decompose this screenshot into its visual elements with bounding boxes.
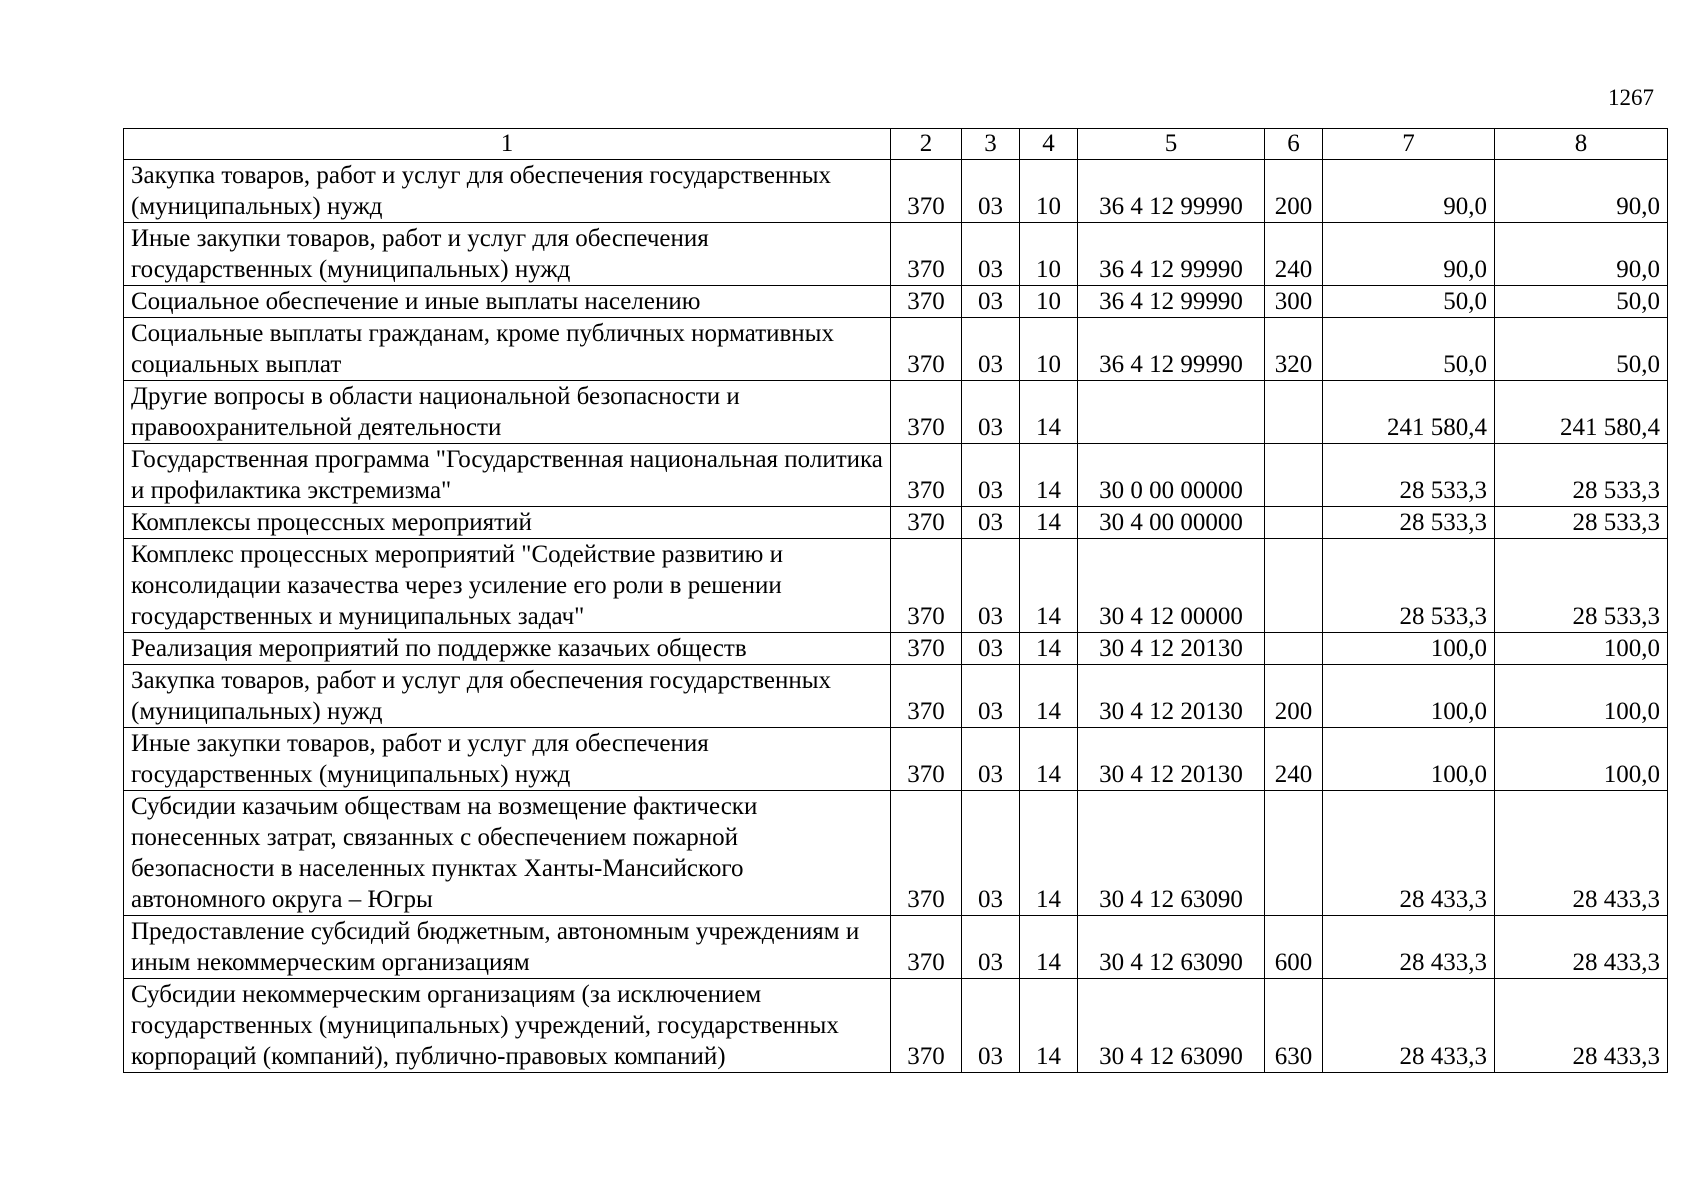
item-name: Другие вопросы в области национальной безопасности и правоохранительной деятельности xyxy=(124,381,891,444)
section-code: 03 xyxy=(962,507,1020,539)
amount-col-7: 28 433,3 xyxy=(1323,791,1495,916)
amount-col-8: 28 433,3 xyxy=(1495,916,1668,979)
table-row xyxy=(124,728,1668,791)
item-name: Комплексы процессных мероприятий xyxy=(124,507,891,539)
table-row xyxy=(124,791,1668,916)
ministry-code: 370 xyxy=(891,223,962,286)
target-article-code: 30 4 12 63090 xyxy=(1078,791,1265,916)
amount-col-7: 90,0 xyxy=(1323,160,1495,223)
ministry-code: 370 xyxy=(891,916,962,979)
amount-col-7: 28 533,3 xyxy=(1323,444,1495,507)
target-article-code: 36 4 12 99990 xyxy=(1078,223,1265,286)
column-number-row xyxy=(124,129,1668,160)
ministry-code: 370 xyxy=(891,286,962,318)
target-article-code: 30 4 00 00000 xyxy=(1078,507,1265,539)
ministry-code: 370 xyxy=(891,318,962,381)
expense-type-code xyxy=(1265,791,1323,916)
column-number: 4 xyxy=(1020,129,1078,160)
target-article-code: 30 4 12 20130 xyxy=(1078,633,1265,665)
subsection-code: 14 xyxy=(1020,507,1078,539)
ministry-code: 370 xyxy=(891,665,962,728)
table-row xyxy=(124,381,1668,444)
section-code: 03 xyxy=(962,728,1020,791)
amount-col-7: 90,0 xyxy=(1323,223,1495,286)
item-name: Социальное обеспечение и иные выплаты населению xyxy=(124,286,891,318)
ministry-code: 370 xyxy=(891,160,962,223)
subsection-code: 14 xyxy=(1020,665,1078,728)
table-row xyxy=(124,160,1668,223)
subsection-code: 10 xyxy=(1020,160,1078,223)
item-name: Предоставление субсидий бюджетным, автономным учреждениям и иным некоммерческим организациям xyxy=(124,916,891,979)
amount-col-8: 28 433,3 xyxy=(1495,979,1668,1073)
subsection-code: 14 xyxy=(1020,539,1078,633)
table-row xyxy=(124,979,1668,1073)
section-code: 03 xyxy=(962,318,1020,381)
table-row xyxy=(124,223,1668,286)
expense-type-code: 320 xyxy=(1265,318,1323,381)
section-code: 03 xyxy=(962,444,1020,507)
amount-col-7: 50,0 xyxy=(1323,286,1495,318)
amount-col-8: 241 580,4 xyxy=(1495,381,1668,444)
expense-type-code xyxy=(1265,444,1323,507)
amount-col-8: 100,0 xyxy=(1495,728,1668,791)
ministry-code: 370 xyxy=(891,791,962,916)
ministry-code: 370 xyxy=(891,633,962,665)
amount-col-7: 100,0 xyxy=(1323,728,1495,791)
expense-type-code: 240 xyxy=(1265,223,1323,286)
item-name: Субсидии казачьим обществам на возмещение фактически понесенных затрат, связанных с обеспечением пожарной безопасности в населенных пунктах Ханты-Мансийского автономного округа – Югры xyxy=(124,791,891,916)
expense-type-code xyxy=(1265,381,1323,444)
target-article-code: 30 4 12 00000 xyxy=(1078,539,1265,633)
item-name: Иные закупки товаров, работ и услуг для обеспечения государственных (муниципальных) нужд xyxy=(124,223,891,286)
table-row xyxy=(124,665,1668,728)
table-row xyxy=(124,318,1668,381)
item-name: Иные закупки товаров, работ и услуг для обеспечения государственных (муниципальных) нужд xyxy=(124,728,891,791)
amount-col-8: 50,0 xyxy=(1495,286,1668,318)
ministry-code: 370 xyxy=(891,728,962,791)
target-article-code: 36 4 12 99990 xyxy=(1078,318,1265,381)
expense-type-code: 630 xyxy=(1265,979,1323,1073)
amount-col-8: 28 533,3 xyxy=(1495,539,1668,633)
amount-col-8: 100,0 xyxy=(1495,633,1668,665)
amount-col-7: 100,0 xyxy=(1323,633,1495,665)
subsection-code: 14 xyxy=(1020,381,1078,444)
column-number: 8 xyxy=(1495,129,1668,160)
target-article-code: 30 0 00 00000 xyxy=(1078,444,1265,507)
amount-col-8: 50,0 xyxy=(1495,318,1668,381)
section-code: 03 xyxy=(962,633,1020,665)
amount-col-8: 28 533,3 xyxy=(1495,444,1668,507)
item-name: Субсидии некоммерческим организациям (за исключением государственных (муниципальных) учреждений, государственных корпораций (компаний), публично-правовых компаний) xyxy=(124,979,891,1073)
amount-col-7: 28 533,3 xyxy=(1323,539,1495,633)
subsection-code: 14 xyxy=(1020,633,1078,665)
expense-type-code xyxy=(1265,507,1323,539)
table-row xyxy=(124,507,1668,539)
expense-type-code: 200 xyxy=(1265,160,1323,223)
section-code: 03 xyxy=(962,979,1020,1073)
subsection-code: 10 xyxy=(1020,223,1078,286)
ministry-code: 370 xyxy=(891,539,962,633)
expense-type-code: 240 xyxy=(1265,728,1323,791)
column-number: 6 xyxy=(1265,129,1323,160)
target-article-code: 36 4 12 99990 xyxy=(1078,160,1265,223)
amount-col-8: 90,0 xyxy=(1495,160,1668,223)
column-number: 1 xyxy=(124,129,891,160)
section-code: 03 xyxy=(962,665,1020,728)
ministry-code: 370 xyxy=(891,507,962,539)
amount-col-8: 90,0 xyxy=(1495,223,1668,286)
item-name: Государственная программа "Государственная национальная политика и профилактика экстремизма" xyxy=(124,444,891,507)
item-name: Социальные выплаты гражданам, кроме публичных нормативных социальных выплат xyxy=(124,318,891,381)
ministry-code: 370 xyxy=(891,979,962,1073)
subsection-code: 14 xyxy=(1020,444,1078,507)
table-row xyxy=(124,916,1668,979)
subsection-code: 14 xyxy=(1020,791,1078,916)
section-code: 03 xyxy=(962,539,1020,633)
expense-type-code xyxy=(1265,539,1323,633)
target-article-code xyxy=(1078,381,1265,444)
item-name: Комплекс процессных мероприятий "Содействие развитию и консолидации казачества через усиление его роли в решении государственных и муниципальных задач" xyxy=(124,539,891,633)
subsection-code: 14 xyxy=(1020,979,1078,1073)
item-name: Реализация мероприятий по поддержке казачьих обществ xyxy=(124,633,891,665)
column-number: 7 xyxy=(1323,129,1495,160)
column-number: 2 xyxy=(891,129,962,160)
target-article-code: 30 4 12 20130 xyxy=(1078,665,1265,728)
subsection-code: 10 xyxy=(1020,318,1078,381)
section-code: 03 xyxy=(962,160,1020,223)
table-row xyxy=(124,286,1668,318)
expense-type-code xyxy=(1265,633,1323,665)
amount-col-8: 100,0 xyxy=(1495,665,1668,728)
column-number: 5 xyxy=(1078,129,1265,160)
ministry-code: 370 xyxy=(891,444,962,507)
expense-type-code: 300 xyxy=(1265,286,1323,318)
amount-col-7: 28 433,3 xyxy=(1323,979,1495,1073)
amount-col-7: 241 580,4 xyxy=(1323,381,1495,444)
section-code: 03 xyxy=(962,223,1020,286)
ministry-code: 370 xyxy=(891,381,962,444)
target-article-code: 30 4 12 63090 xyxy=(1078,916,1265,979)
target-article-code: 30 4 12 63090 xyxy=(1078,979,1265,1073)
table-row xyxy=(124,539,1668,633)
section-code: 03 xyxy=(962,381,1020,444)
expense-type-code: 200 xyxy=(1265,665,1323,728)
amount-col-7: 28 533,3 xyxy=(1323,507,1495,539)
column-number: 3 xyxy=(962,129,1020,160)
subsection-code: 10 xyxy=(1020,286,1078,318)
expense-type-code: 600 xyxy=(1265,916,1323,979)
section-code: 03 xyxy=(962,916,1020,979)
amount-col-8: 28 433,3 xyxy=(1495,791,1668,916)
item-name: Закупка товаров, работ и услуг для обеспечения государственных (муниципальных) нужд xyxy=(124,665,891,728)
amount-col-8: 28 533,3 xyxy=(1495,507,1668,539)
subsection-code: 14 xyxy=(1020,728,1078,791)
amount-col-7: 28 433,3 xyxy=(1323,916,1495,979)
budget-table xyxy=(123,128,1668,1073)
table-row xyxy=(124,444,1668,507)
amount-col-7: 100,0 xyxy=(1323,665,1495,728)
table-body xyxy=(124,129,1668,1073)
target-article-code: 30 4 12 20130 xyxy=(1078,728,1265,791)
section-code: 03 xyxy=(962,791,1020,916)
table-row xyxy=(124,633,1668,665)
section-code: 03 xyxy=(962,286,1020,318)
page-number: 1267 xyxy=(1608,85,1654,110)
item-name: Закупка товаров, работ и услуг для обеспечения государственных (муниципальных) нужд xyxy=(124,160,891,223)
amount-col-7: 50,0 xyxy=(1323,318,1495,381)
subsection-code: 14 xyxy=(1020,916,1078,979)
target-article-code: 36 4 12 99990 xyxy=(1078,286,1265,318)
